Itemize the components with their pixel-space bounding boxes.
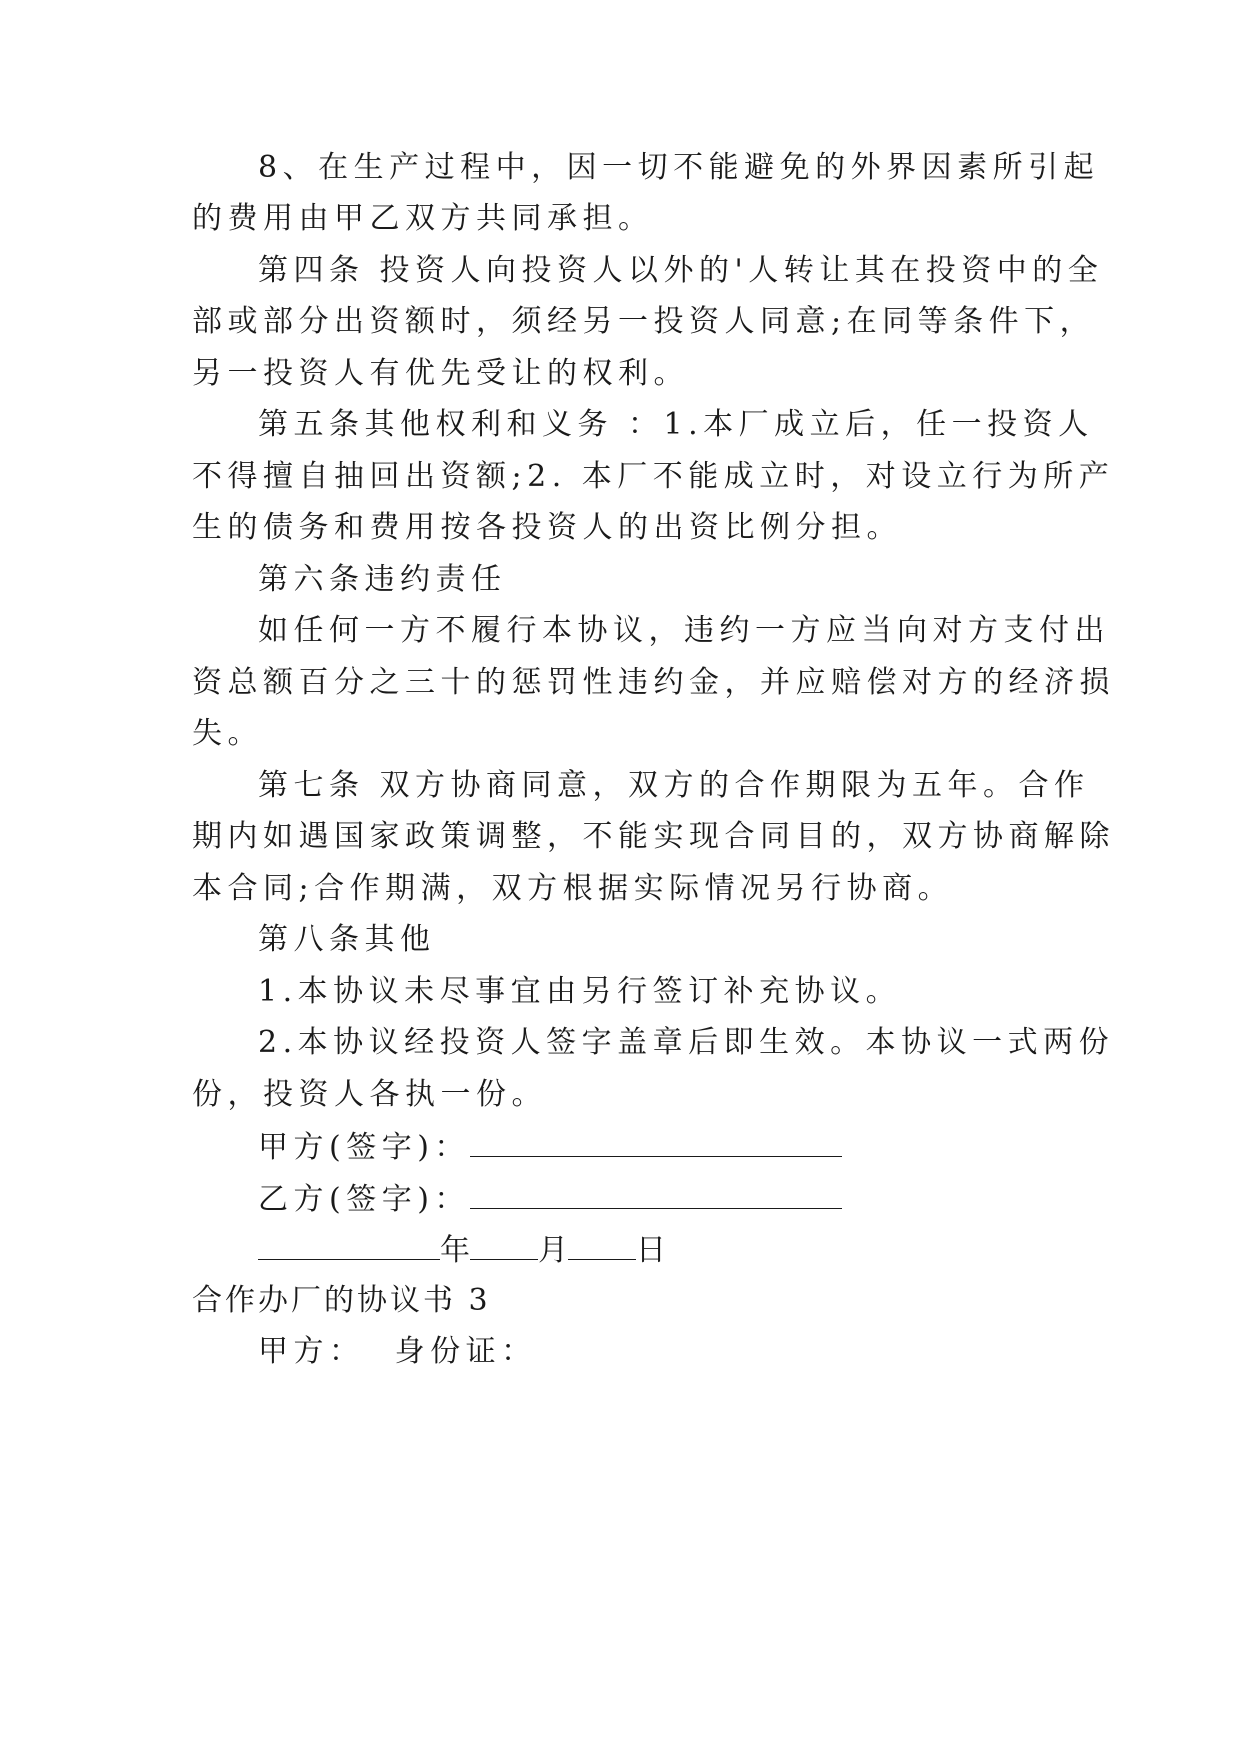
paragraph-line: 资总额百分之三十的惩罚性违约金，并应赔偿对方的经济损: [192, 665, 1115, 700]
article-heading: 第八条其他: [258, 922, 436, 957]
month-label: 月: [538, 1233, 568, 1268]
signature-blank: [470, 1178, 842, 1209]
paragraph-line: 份，投资人各执一份。: [192, 1077, 547, 1112]
party-a-id-line: 甲方： 身份证：: [258, 1334, 537, 1369]
paragraph-line: 第七条 双方协商同意，双方的合作期限为五年。合作: [258, 768, 1090, 803]
date-line: [258, 1229, 666, 1271]
paragraph-line: 部或部分出资额时，须经另一投资人同意;在同等条件下，: [192, 304, 1096, 339]
paragraph-line: 生的债务和费用按各投资人的出资比例分担。: [192, 510, 902, 545]
paragraph-line: 期内如遇国家政策调整，不能实现合同目的，双方协商解除: [192, 819, 1115, 854]
party-a-label: 甲方(签字)：: [258, 1130, 470, 1165]
paragraph-line: 如任何一方不履行本协议，违约一方应当向对方支付出: [258, 613, 1110, 648]
article-heading: 第六条违约责任: [258, 562, 507, 597]
paragraph-line: 2.本协议经投资人签字盖章后即生效。本协议一式两份: [258, 1025, 1115, 1060]
paragraph-line: 第四条 投资人向投资人以外的'人转让其在投资中的全: [258, 253, 1104, 288]
signature-line-party-a: [258, 1126, 842, 1168]
signature-line-party-b: [258, 1178, 842, 1220]
paragraph-line: 不得擅自抽回出资额;2. 本厂不能成立时，对设立行为所产: [192, 459, 1115, 494]
paragraph-line: 1.本协议未尽事宜由另行签订补充协议。: [258, 974, 902, 1009]
paragraph-line: 8、在生产过程中，因一切不能避免的外界因素所引起: [258, 150, 1100, 185]
paragraph-line: 失。: [192, 716, 263, 751]
section-title: 合作办厂的协议书 3: [192, 1283, 491, 1318]
paragraph-line: 本合同;合作期满，双方根据实际情况另行协商。: [192, 871, 954, 906]
signature-blank: [470, 1126, 842, 1157]
paragraph-line: 的费用由甲乙双方共同承担。: [192, 201, 654, 236]
month-blank: [470, 1229, 538, 1260]
year-label: 年: [440, 1233, 470, 1268]
day-label: 日: [636, 1233, 666, 1268]
day-blank: [568, 1229, 636, 1260]
party-b-label: 乙方(签字)：: [258, 1182, 470, 1217]
year-blank: [258, 1229, 440, 1260]
paragraph-line: 另一投资人有优先受让的权利。: [192, 356, 689, 391]
paragraph-line: 第五条其他权利和义务 ：1.本厂成立后，任一投资人: [258, 407, 1094, 442]
